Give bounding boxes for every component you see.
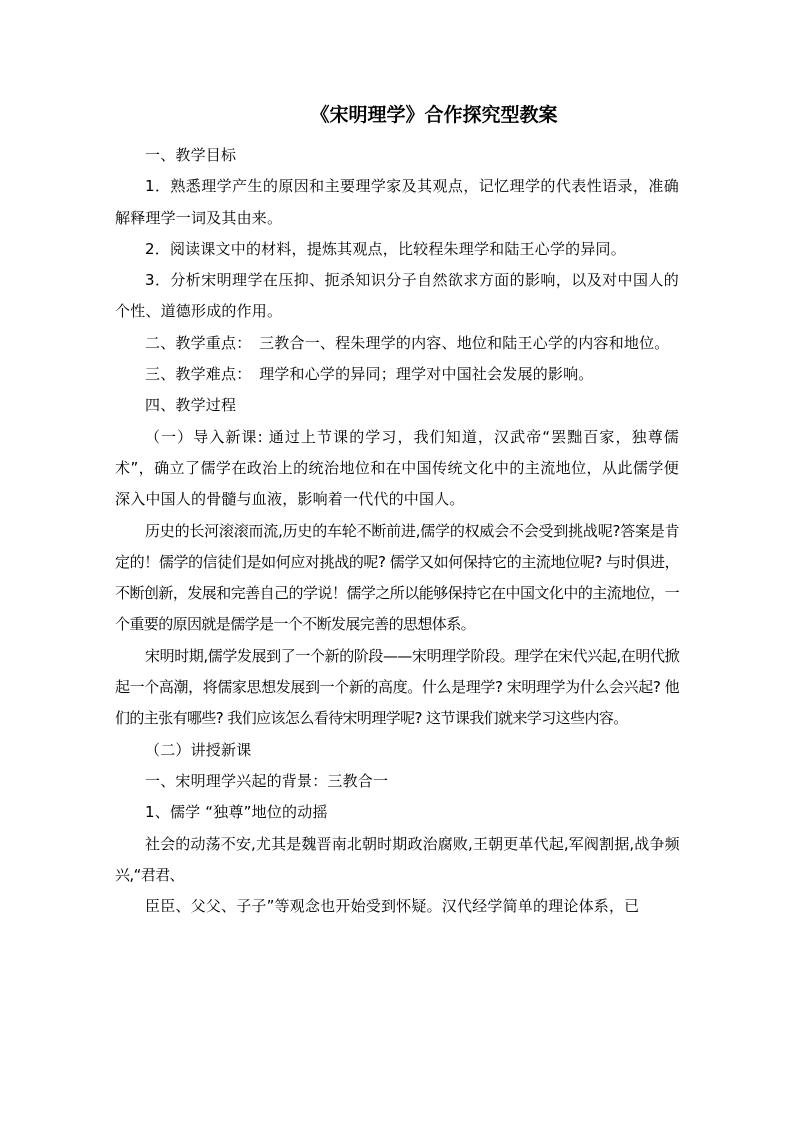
document-body	[115, 140, 679, 922]
paragraph-heading-teaching: （二）讲授新课	[145, 740, 252, 759]
paragraph-goal-2: 2．阅读课文中的材料，提炼其观点，比较程朱理学和陆王心学的异同。	[145, 239, 626, 258]
paragraph-history: 历史的长河滚滚而流,历史的车轮不断前进,儒学的权威会不会受到挑战呢?答案是肯定的！儒学的信徒们是如何应对挑战的呢? 儒学又如何保持它的主流地位呢? 与时俱进，不断创新，发展和完善自己的学说！儒学之所以能够保持它在中国文化中的主流地位，一个重要的原因就是儒学是一个不断发展完善的思想体系。	[115, 521, 679, 634]
paragraph-song-ming: 宋明时期,儒学发展到了一个新的阶段——宋明理学阶段。理学在宋代兴起,在明代掀起一个高潮，将儒家思想发展到一个新的高度。什么是理学? 宋明理学为什么会兴起? 他们的主张有哪些? 我们应该怎么看待宋明理学呢? 这节课我们就来学习这些内容。	[115, 646, 679, 728]
paragraph-key-points: 二、教学重点： 三教合一、程朱理学的内容、地位和陆王心学的内容和地位。	[145, 333, 670, 352]
paragraph-goal-3: 3．分析宋明理学在压抑、扼杀知识分子自然欲求方面的影响，以及对中国人的个性、道德形成的作用。	[115, 271, 679, 321]
paragraph-difficulties: 三、教学难点： 理学和心学的异同；理学对中国社会发展的影响。	[145, 365, 594, 384]
paragraph-continuation: 臣臣、父父、子子”等观念也开始受到怀疑。汉代经学简单的理论体系，已	[145, 897, 640, 916]
document-title: 《宋明理学》合作探究型教案	[310, 104, 558, 126]
paragraph-goal-1: 1．熟悉理学产生的原因和主要理学家及其观点，记忆理学的代表性语录，准确解释理学一词及其由来。	[115, 177, 679, 227]
paragraph-social-unrest: 社会的动荡不安,尤其是魏晋南北朝时期政治腐败,王朝更革代起,军阀割据,战争频兴,“君君、	[115, 834, 679, 884]
paragraph-subheading-confucianism: 1、儒学 “独尊”地位的动摇	[145, 803, 328, 822]
paragraph-heading-process: 四、教学过程	[145, 396, 237, 415]
paragraph-heading-goals: 一、教学目标	[145, 146, 237, 164]
paragraph-introduction: （一）导入新课: 通过上节课的学习，我们知道，汉武帝“罢黜百家，独尊儒术”，确立了儒学在政治上的统治地位和在中国传统文化中的主流地位，从此儒学便深入中国人的骨髓与血液，影响着一代代的中国人。	[115, 427, 679, 509]
paragraph-heading-background: 一、宋明理学兴起的背景：三教合一	[145, 771, 389, 790]
